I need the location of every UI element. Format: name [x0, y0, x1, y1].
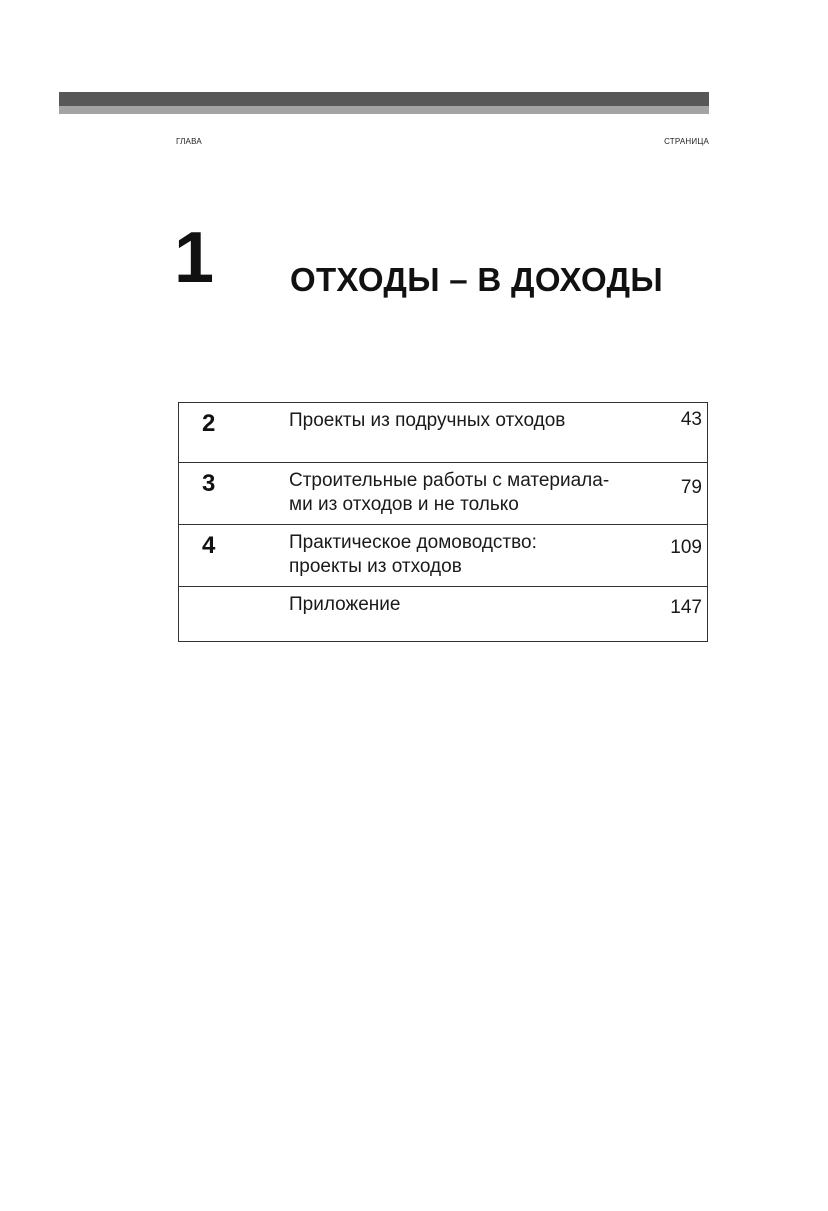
- toc-row[interactable]: [179, 587, 707, 641]
- toc-page-number: 147: [670, 597, 702, 618]
- header-bar-dark: [59, 92, 709, 106]
- toc-page-number: 79: [680, 477, 702, 498]
- toc-chapter-title: Приложение: [289, 594, 401, 615]
- toc-page-number: 43: [680, 409, 702, 430]
- toc-chapter-title: Строительные работы с материала- ми из отходов и не только: [289, 470, 610, 515]
- toc-row[interactable]: [179, 463, 707, 525]
- toc-chapter-number: 3: [202, 470, 216, 497]
- chapter-number: 1: [174, 218, 215, 298]
- toc-row[interactable]: [179, 403, 707, 463]
- chapter-column-label: ГЛАВА: [176, 137, 202, 146]
- toc-chapter-number: 4: [202, 532, 216, 559]
- header-bar-light: [59, 106, 709, 114]
- toc-chapter-title: Практическое домоводство: проекты из отходов: [289, 532, 537, 577]
- toc-chapter-number: 2: [202, 410, 216, 437]
- table-of-contents: [178, 402, 708, 642]
- toc-row[interactable]: [179, 525, 707, 587]
- page-column-label: СТРАНИЦА: [664, 137, 709, 146]
- toc-chapter-title: Проекты из подручных отходов: [289, 410, 566, 431]
- chapter-title: ОТХОДЫ – В ДОХОДЫ: [290, 261, 663, 298]
- toc-page-number: 109: [670, 537, 702, 558]
